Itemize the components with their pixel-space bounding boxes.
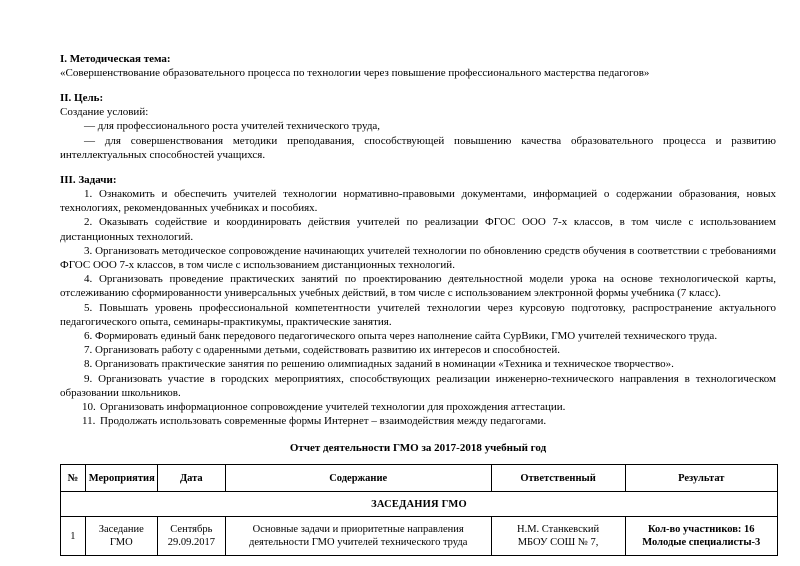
task-item-9: 9. Организовать участие в городских мероприятиях, способствующих реализации инженерно-технического направления в технологическом образовании школьников.	[60, 372, 776, 399]
task-item-4: 4. Организовать проведение практических занятий по проектированию деятельностной модели урока на основе технологической карты, отслеживанию сформированности универсальных учебных действий, в том числе с использованием электронной формы учебника (7 класс).	[60, 273, 776, 300]
task-item-11-number: 11.	[82, 415, 96, 428]
row-result-line2: Молодые специалисты-3	[642, 537, 761, 549]
spacer	[60, 162, 776, 173]
row-date-line1: Сентябрь	[170, 524, 213, 536]
section-heading-methodical-theme: I. Методическая тема:	[60, 53, 171, 65]
task-item-10-number: 10.	[82, 401, 96, 414]
row-event	[85, 517, 157, 556]
row-event-line1: Заседание	[98, 524, 144, 536]
section-heading-goal: II. Цель:	[60, 92, 104, 105]
task-item-6: 6. Формировать единый банк передового педагогического опыта через наполнение сайта СурВики, ГМО учителей технического труда.	[84, 330, 718, 343]
task-item-10-text: Организовать информационное сопровождение учителей технологии для прохождения аттестации.	[100, 401, 566, 414]
task-item-1: 1. Ознакомить и обеспечить учителей технологии нормативно-правовыми документами, информацией о содержании образования, новых технологиях, рекомендованных учебниках и пособиях.	[60, 188, 776, 215]
column-header-event: Мероприятия	[85, 465, 157, 492]
row-event-line2: ГМО	[109, 537, 133, 549]
goal-bullet-2: — для совершенствования методики преподавания, способствующей повышению качества образовательного процесса и развитию интеллектуальных способностей учащихся.	[60, 134, 776, 161]
row-result	[625, 517, 777, 556]
row-responsible-line2: МБОУ СОШ № 7,	[517, 537, 599, 549]
goal-intro: Создание условий:	[60, 106, 149, 119]
table-section-label: ЗАСЕДАНИЯ ГМО	[61, 492, 778, 517]
table-header-row	[61, 465, 778, 492]
task-item-8: 8. Организовать практические занятия по решению олимпиадных заданий в номинации «Техника и техническое творчество».	[84, 358, 674, 371]
task-item-5: 5. Повышать уровень профессиональной компетентности учителей технологии через курсовую подготовку, распространение актуального педагогического опыта, семинары-практикумы, практические занятия.	[60, 301, 776, 328]
spacer	[60, 80, 776, 91]
table-row	[61, 517, 778, 556]
table-section-row	[61, 492, 778, 517]
task-item-3: 3. Организовать методическое сопровождение начинающих учителей технологии по обновлению средств обучения в соответствии с требованиями ФГОС ООО 7-х классов, в том числе с использованием дистанционных технологий.	[60, 244, 776, 272]
goal-bullet-1: — для профессионального роста учителей технического труда,	[84, 120, 381, 133]
row-date	[157, 517, 225, 556]
task-item-7: 7. Организовать работу с одаренными детьми, содействовать развитию их интересов и способностей.	[84, 344, 560, 357]
methodical-theme-text: «Совершенствование образовательного процесса по технологии через повышение профессионального мастерства педагогов»	[60, 67, 650, 79]
column-header-date: Дата	[157, 465, 225, 492]
row-content-line2: деятельности ГМО учителей технического труда	[249, 537, 468, 549]
row-content-line1: Основные задачи и приоритетные направления	[252, 524, 464, 536]
task-item-11	[60, 414, 776, 428]
row-date-line2: 29.09.2017	[167, 537, 215, 549]
report-table-title: Отчет деятельности ГМО за 2017-2018 учебный год	[289, 442, 547, 455]
row-responsible-line1: Н.М. Станкевский	[517, 524, 600, 536]
column-header-content: Содержание	[225, 465, 491, 492]
row-content	[225, 517, 491, 556]
task-item-2: 2. Оказывать содействие и координировать действия учителей по реализации ФГОС ООО 7-х классов, в том числе с использованием дистанционных технологий.	[60, 216, 776, 243]
row-num: 1	[61, 517, 86, 556]
column-header-responsible: Ответственный	[491, 465, 625, 492]
document-body	[60, 52, 776, 556]
section-heading-tasks: III. Задачи:	[60, 174, 117, 187]
report-table	[60, 464, 778, 556]
task-item-11-text: Продолжать использовать современные формы Интернет – взаимодействия между педагогами.	[100, 415, 547, 428]
row-responsible	[491, 517, 625, 556]
row-result-line1: Кол-во участников: 16	[647, 524, 755, 536]
column-header-result: Результат	[625, 465, 777, 492]
task-item-10	[60, 400, 776, 414]
column-header-num: №	[61, 465, 86, 492]
